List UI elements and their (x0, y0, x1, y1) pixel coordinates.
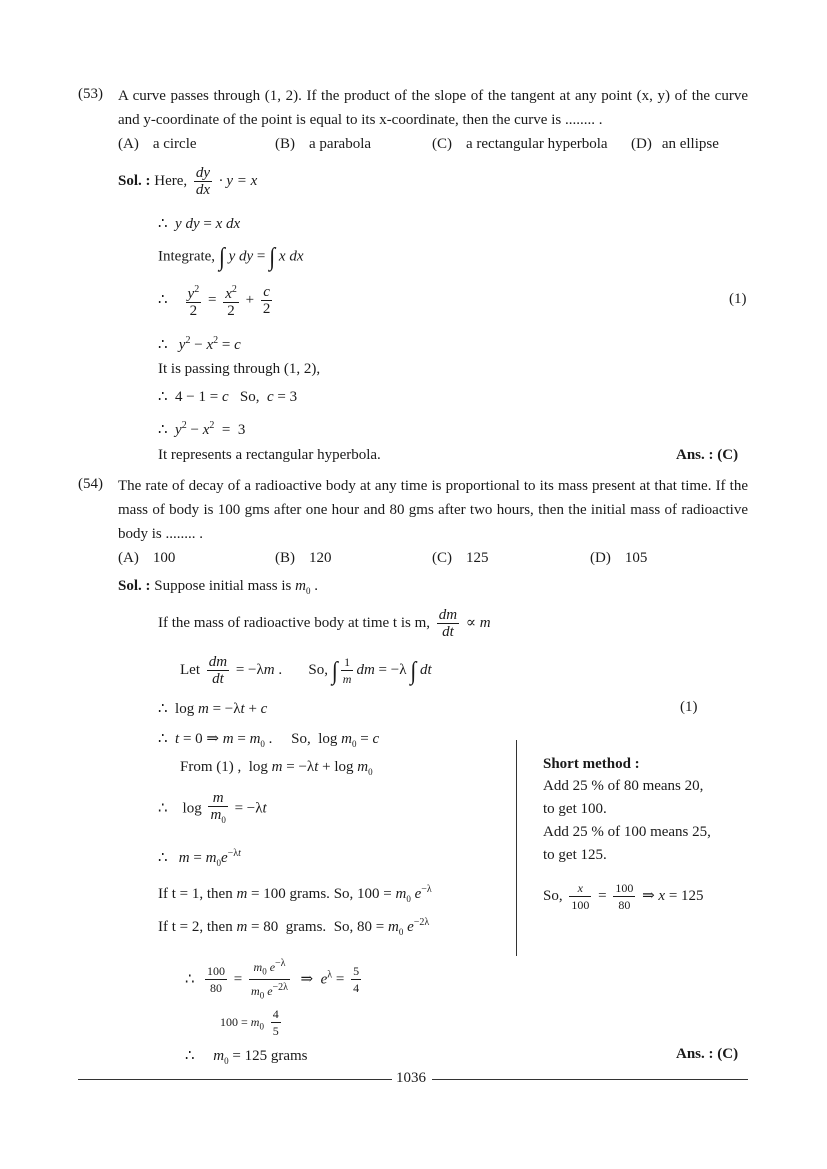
short-method-line-3: Add 25 % of 100 means 25, (543, 824, 711, 840)
grams-label: grams. (285, 919, 327, 935)
q53-step-4: ∴ $\frac{y^2}{2}$ = $\frac{x^2}{2}$ + $\frac{c}{2}$ (158, 284, 271, 319)
page-number: 1036 (396, 1070, 426, 1086)
short-method-equation: So, $\frac{x}{100}$ = $\frac{100}{80}$ ⇒ x = 125 (543, 881, 704, 912)
q54-option-d (590, 550, 647, 567)
q54-step-12: $100 = m_0$ $\frac{4}{5}$ (220, 1007, 279, 1038)
option-label: (A) (118, 136, 139, 152)
q54-answer: Ans. : (C) (676, 1046, 739, 1062)
grams-end-label: grams (270, 1048, 308, 1064)
short-method-title: Short method : (543, 756, 640, 772)
if-mass-text: If the mass of radioactive body at time t is m, (158, 614, 431, 631)
option-text: a circle (152, 136, 197, 152)
option-label: (D) (631, 136, 652, 152)
q53-passing-text: It is passing through (1, 2), (158, 361, 321, 377)
q54-step-2: If the mass of radioactive body at time t is m, $\frac{dm}{dt}$ ∝ m (158, 607, 491, 640)
so-label: So, (308, 661, 328, 678)
sol-label: Sol. : (118, 578, 151, 594)
option-text: a rectangular hyperbola (466, 136, 608, 152)
grams-label: grams. (289, 886, 330, 902)
footer-rule-right (432, 1079, 748, 1080)
short-method-line-4: to get 125. (543, 847, 607, 863)
q54-mark: (1) (680, 699, 698, 715)
equation: · y = x (218, 172, 258, 189)
q54-step-8: ∴ $m = m_0e^{-\lambda t}$ (158, 848, 241, 868)
question-54-number: (54) (78, 476, 103, 492)
option-text: 125 (466, 550, 489, 566)
option-label: (C) (432, 136, 452, 152)
option-label: (B) (275, 550, 295, 566)
q54-step-7: ∴ log $\frac{m}{m_0}$ = −λt (158, 790, 267, 828)
from-label: From (1) , (180, 759, 242, 775)
so-label: So, (239, 389, 260, 405)
so-label: So, (333, 919, 354, 935)
q54-option-a (118, 550, 175, 567)
option-text: a parabola (309, 136, 372, 152)
q53-option-c (432, 136, 608, 153)
footer-rule-left (78, 1079, 392, 1080)
short-method-line-2: to get 100. (543, 801, 607, 817)
so-label: So, (291, 731, 311, 747)
so-label: So, (333, 886, 354, 902)
dy-dx-fraction: $\frac{dy}{dx}$ (195, 165, 211, 198)
q53-answer: Ans. : (C) (676, 447, 739, 463)
option-text: 100 (152, 550, 176, 566)
q53-solution-line-1 (118, 165, 257, 198)
option-text: an ellipse (661, 136, 719, 152)
q53-option-a (118, 136, 197, 153)
q53-step-6: ∴ 4 − 1 = c So, c = 3 (158, 389, 298, 405)
q54-step-5: ∴ t = 0 ⇒ $m = m_0$ . So, $\log m_0 = c$ (158, 731, 380, 749)
option-label: (B) (275, 136, 295, 152)
q53-step-2: ∴ y dy = x dx (158, 216, 241, 232)
q53-conclusion: It represents a rectangular hyperbola. (158, 447, 381, 463)
q53-option-b (275, 136, 371, 153)
short-method-line-1: Add 25 % of 80 means 20, (543, 778, 704, 794)
q54-step-13: ∴ $m_0 = 125$ grams (185, 1048, 308, 1066)
q54-step-10: If t = 2, then m = 80 grams. So, $80 = m_0$ $e^{-2\lambda}$ (158, 917, 430, 937)
q54-step-3: Let $\frac{dm}{dt}$ = −λm . So, ∫ $\frac{1}{m}$ dm = −λ ∫ dt (180, 654, 432, 687)
option-label: (D) (590, 550, 611, 566)
q54-option-b (275, 550, 332, 567)
sol-label: Sol. : (118, 172, 151, 189)
question-53-number: (53) (78, 86, 103, 102)
short-method-divider (516, 740, 517, 956)
option-text: 105 (624, 550, 648, 566)
q53-mark: (1) (729, 291, 747, 307)
q53-option-d (631, 136, 719, 153)
integrate-label: Integrate, (158, 248, 216, 265)
q53-step-5: ∴ $y^2 - x^2 = c$ (158, 335, 241, 353)
q54-step-11: ∴ $\frac{100}{80}$ = $\frac{m_0 e^{-\lambda}}{m_0 e^{-2\lambda}}$ ⇒ $e^\lambda$ = $\frac{5}{4}$ (185, 956, 364, 1004)
if-t1-text: If t = 1, then (158, 886, 233, 902)
q53-step-7: ∴ $y^2 - x^2 = 3$ (158, 420, 246, 438)
question-53-text: A curve passes through (1, 2). If the product of the slope of the tangent at any point (x, y) of the curve and y-coordinate of the point is equal to its x-coordinate, then the curve is ........ . (118, 88, 748, 128)
q54-solution-line-1: Sol. : Suppose initial mass is $m_0$ . (118, 578, 318, 596)
so-label: So, (543, 887, 563, 904)
let-label: Let (180, 661, 200, 678)
q53-step-3: Integrate, ∫ y dy = ∫ x dx (158, 242, 304, 271)
option-label: (A) (118, 550, 139, 566)
question-54-text: The rate of decay of a radioactive body at any time is proportional to its mass present at that time. If the mass of body is 100 gms after one hour and 80 gms after two hours, then the initial mass of radioactive body is ........ . (118, 478, 748, 542)
option-label: (C) (432, 550, 452, 566)
q54-step-4: ∴ log m = −λt + c (158, 701, 268, 717)
q54-option-c (432, 550, 489, 567)
q54-step-9: If t = 1, then m = 100 grams. So, $100 = m_0$ $e^{-\lambda}$ (158, 884, 432, 904)
q54-step-6: From (1) , $\log m = -\lambda t + \log m_0$ (180, 759, 373, 777)
option-text: 120 (309, 550, 332, 566)
if-t2-text: If t = 2, then (158, 919, 233, 935)
suppose-text: Suppose initial mass is (154, 578, 292, 594)
here-label: Here, (154, 172, 188, 189)
